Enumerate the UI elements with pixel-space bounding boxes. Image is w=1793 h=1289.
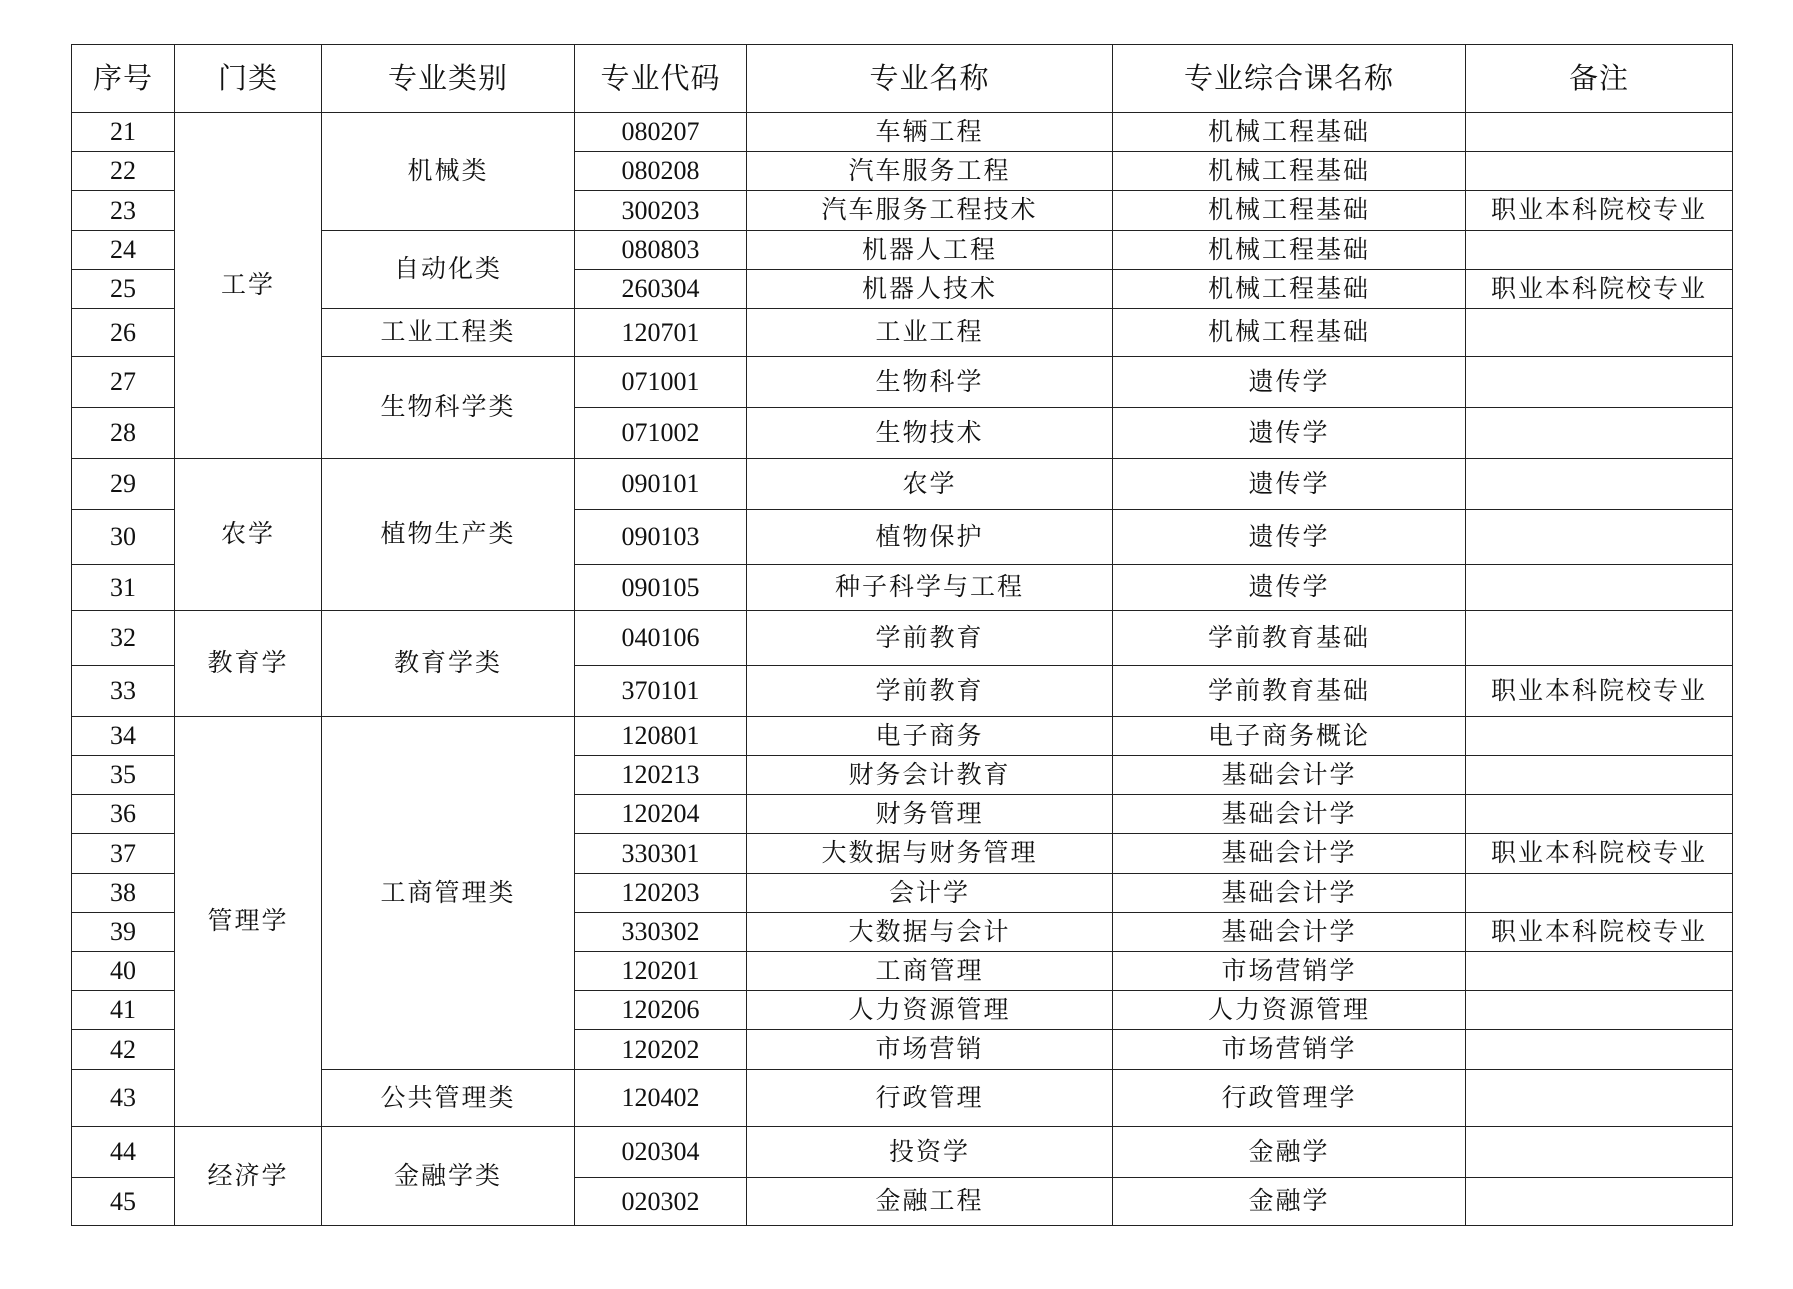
- table-row: [72, 1127, 1733, 1178]
- note: [1466, 874, 1733, 913]
- row-number: 32: [72, 611, 175, 666]
- note: [1466, 611, 1733, 666]
- note: [1466, 1030, 1733, 1070]
- major-name: 大数据与会计: [747, 913, 1113, 952]
- major-name: 人力资源管理: [747, 991, 1113, 1030]
- major-name: 电子商务: [747, 717, 1113, 756]
- major-code: 080803: [575, 231, 747, 270]
- course-name: 基础会计学: [1113, 913, 1466, 952]
- note: [1466, 795, 1733, 834]
- note: [1466, 565, 1733, 611]
- row-number: 33: [72, 666, 175, 717]
- major-name: 车辆工程: [747, 113, 1113, 152]
- discipline-category: 农学: [175, 459, 322, 611]
- row-number: 43: [72, 1070, 175, 1127]
- major-class: 教育学类: [322, 611, 575, 717]
- major-name: 机器人技术: [747, 270, 1113, 309]
- major-name: 植物保护: [747, 510, 1113, 565]
- header-course: 专业综合课名称: [1113, 45, 1466, 113]
- course-name: 学前教育基础: [1113, 666, 1466, 717]
- major-name: 财务会计教育: [747, 756, 1113, 795]
- major-name: 大数据与财务管理: [747, 834, 1113, 874]
- row-number: 34: [72, 717, 175, 756]
- major-name: 行政管理: [747, 1070, 1113, 1127]
- note: 职业本科院校专业: [1466, 191, 1733, 231]
- note: [1466, 357, 1733, 408]
- table-body: [72, 113, 1733, 1226]
- note: 职业本科院校专业: [1466, 270, 1733, 309]
- major-code: 020302: [575, 1178, 747, 1226]
- course-name: 机械工程基础: [1113, 231, 1466, 270]
- major-code: 120201: [575, 952, 747, 991]
- table-row: [72, 1070, 1733, 1127]
- table-row: [72, 459, 1733, 510]
- note: [1466, 952, 1733, 991]
- row-number: 35: [72, 756, 175, 795]
- major-name: 工商管理: [747, 952, 1113, 991]
- course-name: 行政管理学: [1113, 1070, 1466, 1127]
- major-code: 120213: [575, 756, 747, 795]
- major-name: 机器人工程: [747, 231, 1113, 270]
- header-no: 序号: [72, 45, 175, 113]
- row-number: 31: [72, 565, 175, 611]
- major-code: 120204: [575, 795, 747, 834]
- row-number: 37: [72, 834, 175, 874]
- course-name: 电子商务概论: [1113, 717, 1466, 756]
- course-name: 机械工程基础: [1113, 152, 1466, 191]
- note: [1466, 1070, 1733, 1127]
- major-name: 种子科学与工程: [747, 565, 1113, 611]
- major-course-table: [71, 44, 1733, 1226]
- discipline-category: 工学: [175, 113, 322, 459]
- major-code: 120206: [575, 991, 747, 1030]
- major-code: 120701: [575, 309, 747, 357]
- header-major: 专业名称: [747, 45, 1113, 113]
- row-number: 21: [72, 113, 175, 152]
- major-class: 工商管理类: [322, 717, 575, 1070]
- course-name: 机械工程基础: [1113, 270, 1466, 309]
- major-name: 会计学: [747, 874, 1113, 913]
- major-class: 植物生产类: [322, 459, 575, 611]
- course-name: 基础会计学: [1113, 834, 1466, 874]
- major-class: 工业工程类: [322, 309, 575, 357]
- row-number: 26: [72, 309, 175, 357]
- course-name: 遗传学: [1113, 565, 1466, 611]
- major-name: 投资学: [747, 1127, 1113, 1178]
- course-name: 市场营销学: [1113, 1030, 1466, 1070]
- header-note: 备注: [1466, 45, 1733, 113]
- note: 职业本科院校专业: [1466, 666, 1733, 717]
- major-code: 020304: [575, 1127, 747, 1178]
- major-class: 机械类: [322, 113, 575, 231]
- header-class: 专业类别: [322, 45, 575, 113]
- row-number: 25: [72, 270, 175, 309]
- course-name: 机械工程基础: [1113, 113, 1466, 152]
- row-number: 28: [72, 408, 175, 459]
- major-name: 汽车服务工程技术: [747, 191, 1113, 231]
- major-name: 汽车服务工程: [747, 152, 1113, 191]
- table-row: [72, 357, 1733, 408]
- major-name: 金融工程: [747, 1178, 1113, 1226]
- course-name: 金融学: [1113, 1127, 1466, 1178]
- course-name: 学前教育基础: [1113, 611, 1466, 666]
- course-name: 市场营销学: [1113, 952, 1466, 991]
- major-code: 120402: [575, 1070, 747, 1127]
- major-name: 生物科学: [747, 357, 1113, 408]
- row-number: 24: [72, 231, 175, 270]
- major-code: 080207: [575, 113, 747, 152]
- major-code: 071001: [575, 357, 747, 408]
- row-number: 39: [72, 913, 175, 952]
- major-code: 120801: [575, 717, 747, 756]
- major-code: 090101: [575, 459, 747, 510]
- major-class: 生物科学类: [322, 357, 575, 459]
- note: [1466, 1178, 1733, 1226]
- header-code: 专业代码: [575, 45, 747, 113]
- row-number: 29: [72, 459, 175, 510]
- major-code: 330302: [575, 913, 747, 952]
- row-number: 44: [72, 1127, 175, 1178]
- row-number: 41: [72, 991, 175, 1030]
- major-class: 公共管理类: [322, 1070, 575, 1127]
- note: [1466, 231, 1733, 270]
- major-name: 生物技术: [747, 408, 1113, 459]
- row-number: 23: [72, 191, 175, 231]
- major-code: 080208: [575, 152, 747, 191]
- note: 职业本科院校专业: [1466, 834, 1733, 874]
- header-row: [72, 45, 1733, 113]
- note: 职业本科院校专业: [1466, 913, 1733, 952]
- major-code: 071002: [575, 408, 747, 459]
- major-name: 学前教育: [747, 666, 1113, 717]
- note: [1466, 991, 1733, 1030]
- note: [1466, 408, 1733, 459]
- course-name: 人力资源管理: [1113, 991, 1466, 1030]
- course-name: 基础会计学: [1113, 874, 1466, 913]
- major-code: 090103: [575, 510, 747, 565]
- major-code: 330301: [575, 834, 747, 874]
- course-name: 基础会计学: [1113, 756, 1466, 795]
- note: [1466, 510, 1733, 565]
- table-row: [72, 309, 1733, 357]
- major-name: 工业工程: [747, 309, 1113, 357]
- note: [1466, 1127, 1733, 1178]
- row-number: 22: [72, 152, 175, 191]
- course-name: 遗传学: [1113, 357, 1466, 408]
- major-code: 040106: [575, 611, 747, 666]
- note: [1466, 113, 1733, 152]
- course-name: 遗传学: [1113, 459, 1466, 510]
- row-number: 36: [72, 795, 175, 834]
- major-code: 120203: [575, 874, 747, 913]
- major-code: 090105: [575, 565, 747, 611]
- major-code: 120202: [575, 1030, 747, 1070]
- note: [1466, 756, 1733, 795]
- major-name: 财务管理: [747, 795, 1113, 834]
- major-name: 学前教育: [747, 611, 1113, 666]
- table-row: [72, 717, 1733, 756]
- row-number: 40: [72, 952, 175, 991]
- table-row: [72, 231, 1733, 270]
- table-row: [72, 611, 1733, 666]
- row-number: 45: [72, 1178, 175, 1226]
- discipline-category: 经济学: [175, 1127, 322, 1226]
- row-number: 30: [72, 510, 175, 565]
- course-name: 金融学: [1113, 1178, 1466, 1226]
- row-number: 38: [72, 874, 175, 913]
- row-number: 42: [72, 1030, 175, 1070]
- major-class: 金融学类: [322, 1127, 575, 1226]
- header-category: 门类: [175, 45, 322, 113]
- course-name: 机械工程基础: [1113, 191, 1466, 231]
- major-code: 300203: [575, 191, 747, 231]
- major-class: 自动化类: [322, 231, 575, 309]
- note: [1466, 459, 1733, 510]
- major-name: 市场营销: [747, 1030, 1113, 1070]
- course-name: 遗传学: [1113, 510, 1466, 565]
- note: [1466, 309, 1733, 357]
- row-number: 27: [72, 357, 175, 408]
- major-code: 370101: [575, 666, 747, 717]
- discipline-category: 管理学: [175, 717, 322, 1127]
- course-name: 遗传学: [1113, 408, 1466, 459]
- major-code: 260304: [575, 270, 747, 309]
- course-name: 基础会计学: [1113, 795, 1466, 834]
- course-name: 机械工程基础: [1113, 309, 1466, 357]
- note: [1466, 152, 1733, 191]
- note: [1466, 717, 1733, 756]
- discipline-category: 教育学: [175, 611, 322, 717]
- table-row: [72, 113, 1733, 152]
- major-name: 农学: [747, 459, 1113, 510]
